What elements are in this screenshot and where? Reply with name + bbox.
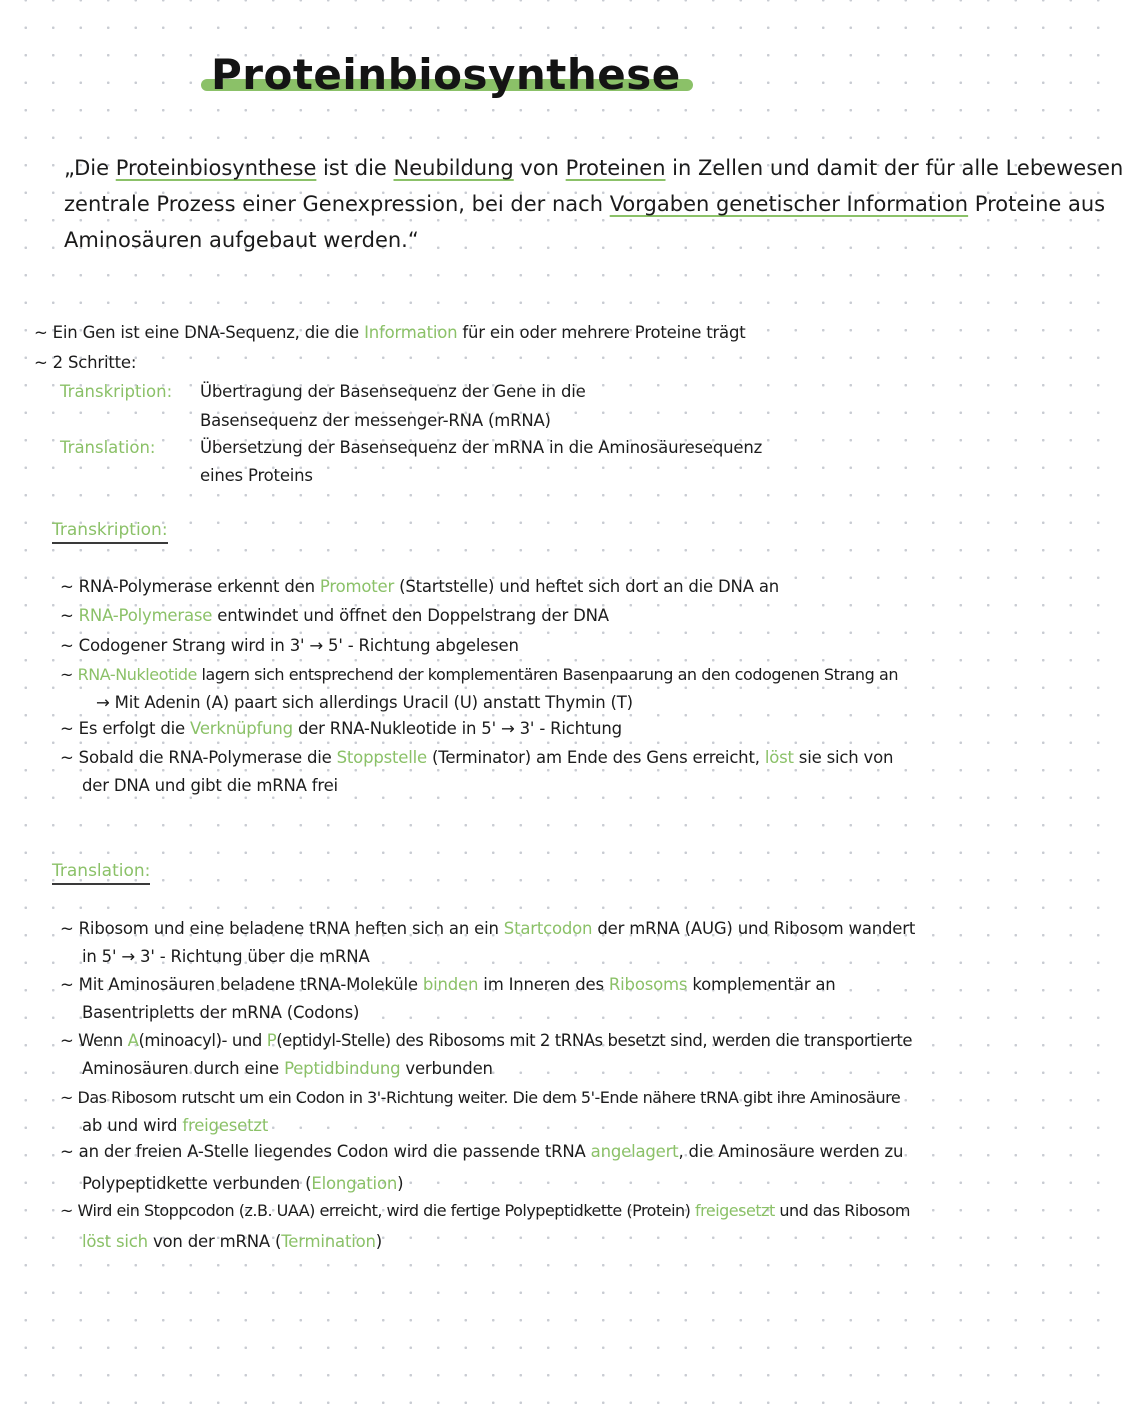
translation-bullet-3-cont: Aminosäuren durch eine Peptidbindung verbunden	[82, 1059, 493, 1078]
quote-line-1: „Die Proteinbiosynthese ist die Neubildung von Proteinen in Zellen und damit der für alle Lebewesen	[64, 156, 1123, 180]
intro-translation-label: Translation:	[60, 438, 156, 457]
highlight-proteinbiosynthese: Proteinbiosynthese	[115, 156, 317, 180]
translation-bullet-2-cont: Basentripletts der mRNA (Codons)	[82, 1003, 360, 1022]
intro-transkription-text-1: Übertragung der Basensequenz der Gene in die	[200, 382, 586, 401]
intro-translation-text-2: eines Proteins	[200, 466, 313, 485]
translation-heading: Translation:	[52, 861, 150, 885]
translation-bullet-4: ~ Das Ribosom rutscht um ein Codon in 3'-Richtung weiter. Die dem 5'-Ende nähere tRNA gibt ihre Aminosäure	[60, 1088, 901, 1107]
transkription-bullet-5: ~ Es erfolgt die Verknüpfung der RNA-Nukleotide in 5' → 3' - Richtung	[60, 719, 622, 738]
intro-transkription-text-2: Basensequenz der messenger-RNA (mRNA)	[200, 411, 551, 430]
translation-bullet-5-cont: Polypeptidkette verbunden (Elongation)	[82, 1174, 404, 1193]
quote-line-2: zentrale Prozess einer Genexpression, bei der nach Vorgaben genetischer Information Proteine aus	[64, 192, 1106, 216]
transkription-bullet-2: ~ RNA-Polymerase entwindet und öffnet den Doppelstrang der DNA	[60, 606, 609, 625]
transkription-bullet-6-cont: der DNA und gibt die mRNA frei	[82, 776, 338, 795]
translation-bullet-6: ~ Wird ein Stoppcodon (z.B. UAA) erreicht, wird die fertige Polypeptidkette (Protein) freigesetzt und das Ribosom	[60, 1201, 910, 1220]
highlight-neubildung: Neubildung	[393, 156, 514, 180]
translation-bullet-5: ~ an der freien A-Stelle liegendes Codon wird die passende tRNA angelagert, die Aminosäure werden zu	[60, 1142, 904, 1161]
intro-transkription-label: Transkription:	[60, 382, 173, 401]
translation-bullet-6-cont: löst sich von der mRNA (Termination)	[82, 1232, 383, 1251]
transkription-bullet-4: ~ RNA-Nukleotide lagern sich entsprechend der komplementären Basenpaarung an den codogenen Strang an	[60, 665, 899, 684]
transkription-bullet-1: ~ RNA-Polymerase erkennt den Promoter (Startstelle) und heftet sich dort an die DNA an	[60, 577, 779, 596]
translation-bullet-1-cont: in 5' → 3' - Richtung über die mRNA	[82, 947, 370, 966]
intro-gen-line: ~ Ein Gen ist eine DNA-Sequenz, die die Information für ein oder mehrere Proteine trägt	[34, 323, 746, 342]
intro-schritte-line: ~ 2 Schritte:	[34, 353, 137, 372]
transkription-bullet-3: ~ Codogener Strang wird in 3' → 5' - Richtung abgelesen	[60, 636, 519, 655]
definition-quote	[64, 150, 1123, 258]
translation-bullet-1: ~ Ribosom und eine beladene tRNA heften sich an ein Startcodon der mRNA (AUG) und Ribosom wandert	[60, 919, 916, 938]
highlight-proteinen: Proteinen	[565, 156, 666, 180]
translation-bullet-2: ~ Mit Aminosäuren beladene tRNA-Moleküle binden im Inneren des Ribosoms komplementär an	[60, 975, 836, 994]
highlight-vorgaben: Vorgaben genetischer Information	[609, 192, 969, 216]
transkription-bullet-6: ~ Sobald die RNA-Polymerase die Stoppstelle (Terminator) am Ende des Gens erreicht, löst sie sich von	[60, 748, 894, 767]
highlight-information: Information	[364, 323, 458, 342]
transkription-heading: Transkription:	[52, 520, 168, 544]
translation-bullet-4-cont: ab und wird freigesetzt	[82, 1116, 269, 1135]
page-title: Proteinbiosynthese	[205, 50, 687, 99]
transkription-bullet-4-note: → Mit Adenin (A) paart sich allerdings Uracil (U) anstatt Thymin (T)	[96, 693, 633, 712]
quote-line-3: Aminosäuren aufgebaut werden.“	[64, 228, 419, 252]
translation-bullet-3: ~ Wenn A(minoacyl)- und P(eptidyl-Stelle) des Ribosoms mit 2 tRNAs besetzt sind, werden die transportierte	[60, 1031, 913, 1050]
intro-translation-text-1: Übersetzung der Basensequenz der mRNA in die Aminosäuresequenz	[200, 438, 763, 457]
